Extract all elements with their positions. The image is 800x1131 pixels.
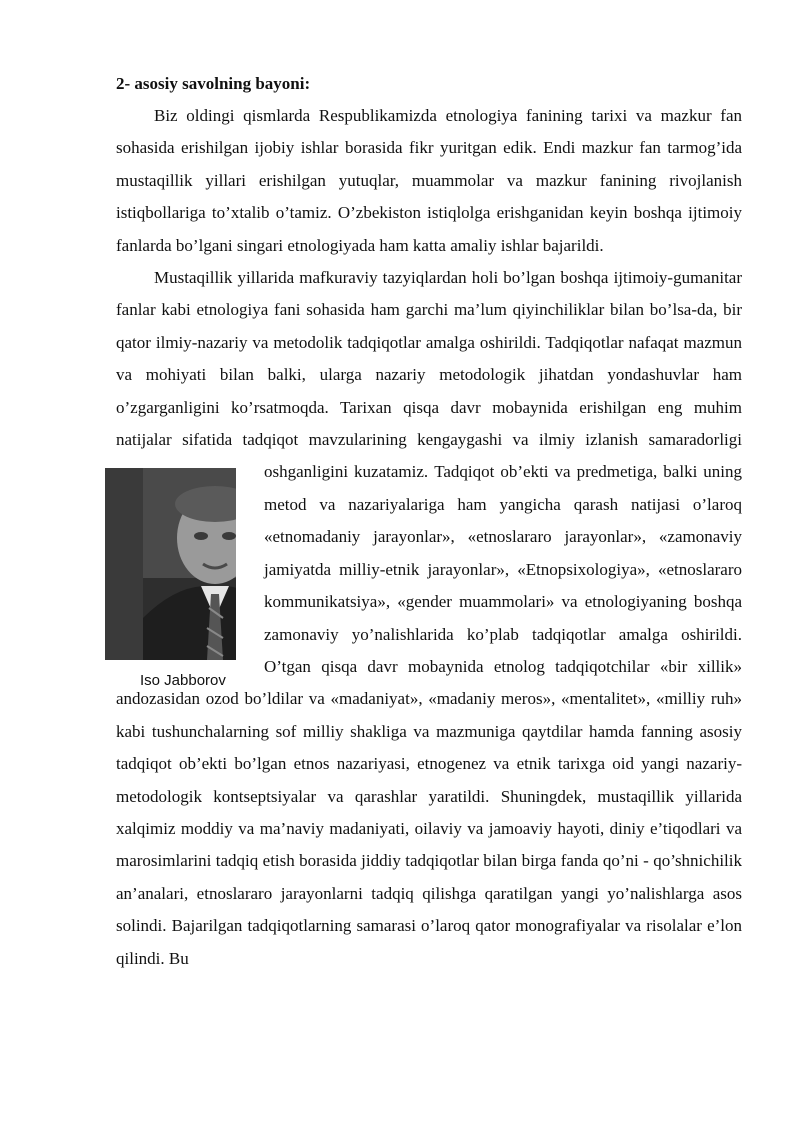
- paragraph-main-text-b: Tadqiqot ob’ekti va predmetiga, balki uning metod va nazariyalariga ham yangicha qarash natijasi o’laroq «etnomadaniy jarayonlar», «etnoslararo jarayonlar», «zamonaviy jamiyatda milliy-etnik jarayonlar», «Etnopsixologiya», «etnoslararo kommunikatsiya», «gender muammolari» va etnologiyaning boshqa zamonaviy yo’nalishlarida ko’plab tadqiqotlar amalga oshirildi. O’tgan qisqa davr mobaynida etnolog tadqiqotchilar «bir xillik» andozasidan ozod bo’ldilar va «madaniyat», «madaniy meros», «mentalitet», «milliy ruh» kabi tushunchalarning sof milliy shakliga va mazmuniga qaytdilar hamda fanning asosiy tadqiqot ob’ekti bo’lgan etnos nazariyasi, etnogenez va etnik tarixga oid yangi nazariy-metodologik kontseptsiyalar va qarashlar yaratildi. Shuningdek, mustaqillik yillarida xalqimiz moddiy va ma’naviy madaniyati, oilaviy va jamoaviy hayoti, diniy e’tiqodlari va marosimlarini tadqiq etish borasida jiddiy tadqiqotlar bilan birga fanda qo’ni - qo’shnichilik an’analari, etnoslararo jarayonlarni tadqiq qilishga qaratilgan yangi yo’nalishlarga asos solindi. Bajarilgan tadqiqotlarning samarasi o’laroq qator monografiyalar va risolalar e’lon qilindi. Bu: [116, 462, 743, 968]
- portrait-figure: [110, 468, 252, 690]
- paragraph-intro: Biz oldingi qismlarda Respublikamizda etnologiya fanining tarixi va mazkur fan sohasida erishilgan ijobiy ishlar borasida fikr yuritgan edik. Endi mazkur fan tarmog’ida mustaqillik yillari erishilgan yutuqlar, muammolar va mazkur fanining rivojlanish istiqbollariga to’xtalib o’tamiz. O’zbekiston istiqlolga erishganidan keyin boshqa ijtimoiy fanlarda bo’lgani singari etnologiyada ham katta amaliy ishlar bajarildi.: [116, 106, 742, 255]
- portrait-caption: Iso Jabborov: [140, 672, 226, 690]
- portrait-photo: [105, 468, 236, 660]
- paragraph-main: [116, 262, 742, 975]
- document-page: [116, 68, 742, 975]
- paragraph-main-text-a: Mustaqillik yillarida mafkuraviy tazyiqlardan holi bo’lgan boshqa ijtimoiy-gumanitar fanlar kabi etnologiya fani sohasida ham garchi ma’lum qiyinchiliklar bilan bo’lsa-da, bir qator ilmiy-nazariy va metodolik tadqiqotlar amalga oshirildi. Tadqiqotlar nafaqat mazmun va mohiyati bilan balki, ularga nazariy metodologik jihatdan yondashuvlar ham o’zgarganligini ko’rsatmoqda. Tarixan qisqa davr mobaynida erishilgan eng muhim natijalar sifatida tadqiqot mavzularining kengaygashi va ilmiy izlanish samaradorligi oshganligini kuzatamiz.: [116, 268, 742, 482]
- section-heading: 2- asosiy savolning bayoni:: [116, 74, 311, 93]
- portrait-image: [143, 468, 236, 660]
